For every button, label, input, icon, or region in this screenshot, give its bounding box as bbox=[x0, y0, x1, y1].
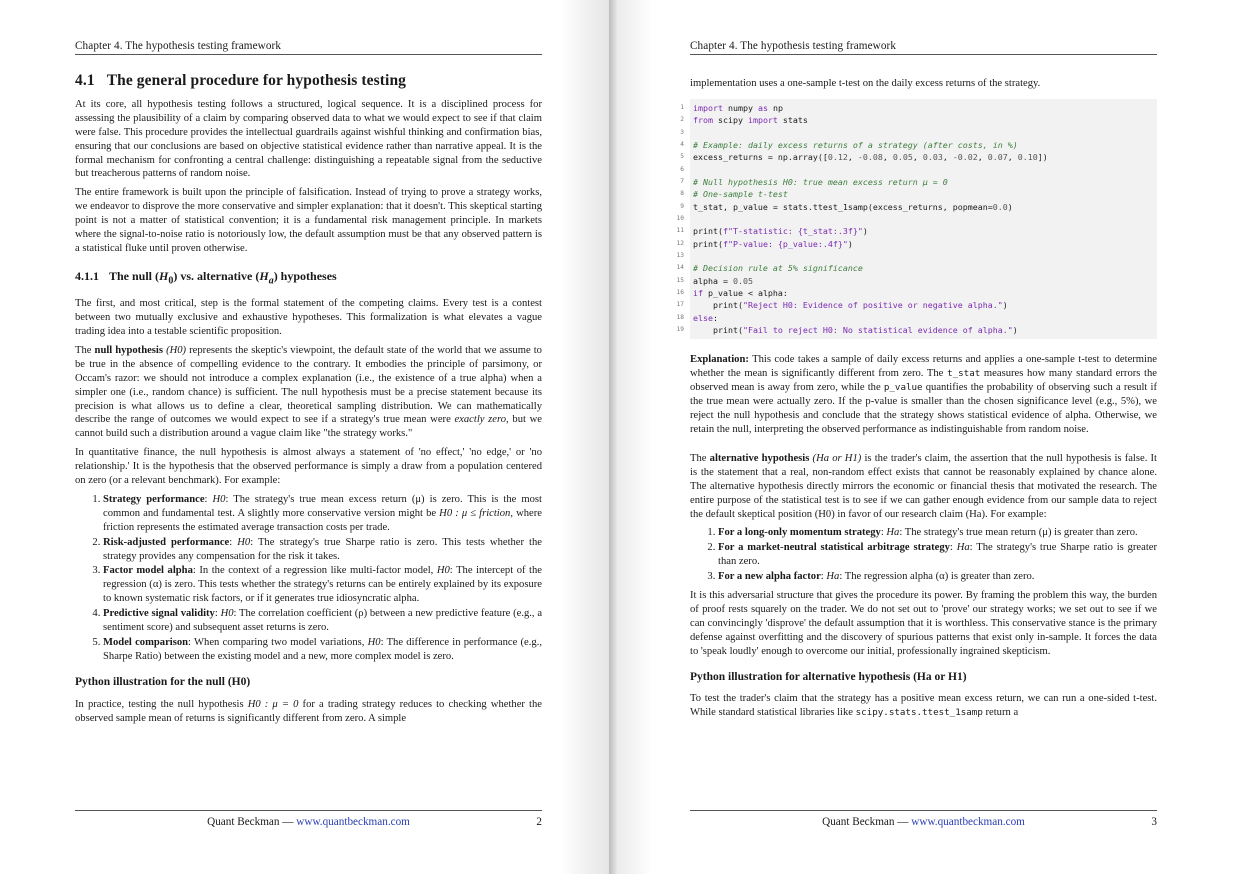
list-item: 1. Strategy performance: H0: The strategy's true mean excess return (μ) is zero. This is the most common and fundamental test. A slightly more conservative version might be H0 : μ ≤ friction, where friction represents the estimated average transaction costs per trade. bbox=[103, 493, 542, 535]
python-illustration-heading: Python illustration for the null (H0) bbox=[75, 675, 251, 688]
code-text: # One-sample t-test bbox=[693, 189, 788, 200]
code-text: from scipy import stats bbox=[693, 115, 808, 126]
section-number: 4.1 bbox=[75, 72, 95, 89]
code-line bbox=[680, 188, 1157, 200]
page-footer bbox=[75, 810, 542, 828]
alternative-hypothesis-examples-list bbox=[690, 526, 1157, 584]
code-line bbox=[676, 250, 1157, 262]
code-line bbox=[676, 299, 1157, 311]
list-item: 4. Predictive signal validity: H0: The correlation coefficient (ρ) between a new predictive feature (e.g., a sentiment score) and subsequent asset returns is zero. bbox=[103, 607, 542, 635]
line-number: 11 bbox=[676, 227, 684, 235]
code-text: alpha = 0.05 bbox=[693, 275, 753, 286]
section-heading bbox=[75, 74, 542, 88]
code-line bbox=[676, 287, 1157, 299]
code-line bbox=[676, 213, 1157, 225]
subsection-number: 4.1.1 bbox=[75, 268, 99, 283]
code-text: print(f"T-statistic: {t_stat:.3f}") bbox=[693, 226, 868, 237]
list-item: 1. For a long-only momentum strategy: Ha: The strategy's true mean return (μ) is greater than zero. bbox=[718, 526, 1157, 540]
line-number: 12 bbox=[676, 239, 684, 247]
list-item: 2. For a market-neutral statistical arbitrage strategy: Ha: The strategy's true Sharpe ratio is greater than zero. bbox=[718, 541, 1157, 569]
code-text: import numpy as np bbox=[693, 102, 783, 113]
code-line bbox=[680, 139, 1157, 151]
python-illustration-heading: Python illustration for alternative hypothesis (Ha or H1) bbox=[690, 670, 967, 683]
code-text: t_stat, p_value = stats.ttest_1samp(excess_returns, popmean=0.0) bbox=[693, 201, 1013, 212]
line-number: 3 bbox=[680, 128, 684, 136]
code-text: if p_value < alpha: bbox=[693, 288, 788, 299]
paragraph: The entire framework is built upon the principle of falsification. Instead of trying to prove a strategy works, we endeavor to disprove the more conservative and simpler explanation: that it doesn't. This skeptical starting point is not a matter of statistical convention; it is a fundamental risk management principle. In markets where the signal-to-noise ratio is notoriously low, the default assumption must be that any observed pattern is a statistical fluke until proven otherwise. bbox=[75, 187, 542, 254]
explanation-paragraph: Explanation: This code takes a sample of daily excess returns and applies a one-sample t-test to determine whether the mean is significantly different from zero. The t_stat measures how many standard errors the observed mean is away from zero, while the p_value quantifies the probability of observing such a result if the true mean were actually zero. If the p-value is smaller than the chosen significance level (e.g., 5%), we reject the null hypothesis and conclude that the strategy shows statistical evidence of alpha. Otherwise, we retain the null, interpreting the observed performance as indistinguishable from random noise. bbox=[690, 354, 1158, 435]
code-text: # Null hypothesis H0: true mean excess return μ = 0 bbox=[693, 176, 948, 187]
code-text: # Example: daily excess returns of a strategy (after costs, in %) bbox=[693, 139, 1018, 150]
code-line bbox=[676, 324, 1157, 336]
subsection-heading: 4.1.1 The null $(H_0)$ vs. alternative $(H_a)$ hypotheses bbox=[75, 268, 337, 287]
book-spine bbox=[609, 0, 617, 874]
footer-link[interactable]: www.quantbeckman.com bbox=[911, 816, 1025, 828]
page-number: 2 bbox=[536, 816, 542, 828]
paragraph: In quantitative finance, the null hypothesis is almost always a statement of 'no effect,' 'no edge,' or 'no relationship.' It is the hypothesis that the observed performance is simply a draw from a population centered on zero (or a relevant benchmark). For example: bbox=[75, 447, 542, 487]
code-line bbox=[680, 102, 1157, 114]
line-number: 16 bbox=[676, 289, 684, 297]
code-line bbox=[676, 275, 1157, 287]
book-gutter-shadow bbox=[617, 0, 653, 874]
code-line bbox=[676, 312, 1157, 324]
code-line bbox=[680, 201, 1157, 213]
paragraph: To test the trader's claim that the strategy has a positive mean excess return, we can run a one-sided t-test. While standard statistical libraries like scipy.stats.ttest_1samp return a bbox=[690, 693, 1157, 719]
code-line bbox=[676, 238, 1157, 250]
footer-link[interactable]: www.quantbeckman.com bbox=[296, 816, 410, 828]
code-line bbox=[680, 127, 1157, 139]
code-line bbox=[676, 225, 1157, 237]
line-number: 14 bbox=[676, 264, 684, 272]
line-number: 5 bbox=[680, 153, 684, 161]
code-line bbox=[676, 262, 1157, 274]
code-text: print("Reject H0: Evidence of positive or negative alpha.") bbox=[693, 300, 1008, 311]
section-title: The general procedure for hypothesis testing bbox=[106, 72, 407, 89]
running-header: Chapter 4. The hypothesis testing framework bbox=[690, 40, 1157, 55]
book-gutter-shadow bbox=[560, 0, 609, 874]
list-item: 2. Risk-adjusted performance: H0: The strategy's true Sharpe ratio is zero. This tests whether the strategy provides any compensation for the risk it takes. bbox=[103, 536, 542, 564]
code-line bbox=[680, 114, 1157, 126]
page-number: 3 bbox=[1151, 816, 1157, 828]
line-number: 10 bbox=[676, 215, 684, 222]
code-line bbox=[680, 164, 1157, 176]
line-number: 6 bbox=[680, 165, 684, 173]
list-item: 5. Model comparison: When comparing two model variations, H0: The difference in performance (e.g., Sharpe Ratio) between the existing model and a new, more complex model is zero. bbox=[103, 636, 542, 664]
paragraph: implementation uses a one-sample t-test on the daily excess returns of the strategy. bbox=[690, 78, 1041, 89]
null-hypothesis-examples-list bbox=[75, 493, 542, 664]
line-number: 17 bbox=[676, 301, 684, 309]
line-number: 13 bbox=[676, 252, 684, 260]
paragraph: In practice, testing the null hypothesis H0 : μ = 0 for a trading strategy reduces to checking whether the observed sample mean of returns is significantly different from zero. A simple bbox=[75, 698, 542, 724]
page-footer bbox=[690, 810, 1157, 828]
line-number: 18 bbox=[676, 313, 684, 321]
right-page bbox=[617, 0, 1233, 874]
running-header: Chapter 4. The hypothesis testing framework bbox=[75, 40, 542, 55]
line-number: 19 bbox=[676, 326, 684, 334]
right-page-content bbox=[676, 77, 1158, 725]
list-item: 3. Factor model alpha: In the context of a regression like multi-factor model, H0: The intercept of the regression (α) is zero. This tests whether the strategy's returns can be entirely explained by its exposure to known systematic risk factors, or if it generates true idiosyncratic alpha. bbox=[103, 564, 542, 606]
paragraph: At its core, all hypothesis testing follows a structured, logical sequence. It is a disciplined process for assessing the plausibility of a claim by comparing observed data to what we would expect to see if that claim were false. This procedure provides the intellectual guardrails against wishful thinking and confirmation bias, ensuring that our conclusions are based on objective statistical evidence rather than narrative appeal. It is the formal mechanism for confronting a central challenge: distinguishing a repeatable signal from the seductive but treacherous patterns of random noise. bbox=[75, 98, 542, 180]
line-number: 7 bbox=[680, 177, 684, 185]
code-text: # Decision rule at 5% significance bbox=[693, 263, 863, 274]
line-number: 8 bbox=[680, 190, 684, 198]
left-page bbox=[0, 0, 609, 874]
footer-author: Quant Beckman — bbox=[207, 816, 297, 828]
code-text: print("Fail to reject H0: No statistical evidence of alpha.") bbox=[693, 325, 1018, 336]
paragraph: The alternative hypothesis (Ha or H1) is the trader's claim, the assertion that the null hypothesis is false. It is the statement that a real, non-random effect exists that cannot be reasonably explained by chance alone. The alternative hypothesis directly mirrors the economic or financial thesis that motivated the research. The entire purpose of the statistical test is to see if we can gather enough evidence from our sample data to reject the default skeptical position (H0) in favor of our research claim (Ha). For example: bbox=[690, 452, 1157, 520]
code-text: else: bbox=[693, 312, 718, 323]
line-number: 9 bbox=[680, 202, 684, 210]
line-number: 2 bbox=[680, 116, 684, 124]
footer-author: Quant Beckman — bbox=[822, 816, 912, 828]
paragraph: It is this adversarial structure that gives the procedure its power. By framing the problem this way, the burden of proof rests squarely on the trader. We do not set out to 'prove' our strategy works; we set out to see if we can convincingly 'disprove' the default assumption that it is worthless. This conservative stance is the primary defense against overfitting and the discovery of spurious patterns that exist only in-sample. It forces the data to 'speak loudly' enough to overcome our initial, professionally ingrained skepticism. bbox=[690, 590, 1157, 657]
code-listing bbox=[676, 99, 1157, 340]
line-number: 4 bbox=[680, 140, 684, 148]
paragraph: The null hypothesis (H0) represents the skeptic's viewpoint, the default state of the world that we assume to be true in the absence of compelling evidence to the contrary. It embodies the principle of parsimony, or Occam's razor: we should not introduce a complex explanation (i.e., the existence of a true alpha) when a simpler one (i.e., random chance) is sufficient. The null hypothesis must be a precise statement because its precision is what allows us to define a clear, theoretical sampling distribution. We can mathematically describe the range of outcomes we would expect to see if a strategy's true mean were exactly zero, but we cannot build such a distribution around a vague claim like "the strategy works." bbox=[75, 344, 542, 440]
paragraph: The first, and most critical, step is the formal statement of the competing claims. Every test is a contest between two mutually exclusive and exhaustive hypotheses. This formalization is what elevates a vague trading idea into a testable scientific proposition. bbox=[75, 298, 542, 337]
code-text: excess_returns = np.array([0.12, -0.08, 0.05, 0.03, -0.02, 0.07, 0.10]) bbox=[693, 152, 1048, 163]
code-line bbox=[680, 151, 1157, 163]
line-number: 15 bbox=[676, 276, 684, 284]
code-text: print(f"P-value: {p_value:.4f}") bbox=[693, 238, 853, 249]
left-page-content bbox=[75, 74, 542, 731]
line-number: 1 bbox=[680, 103, 684, 111]
code-line bbox=[680, 176, 1157, 188]
list-item: 3. For a new alpha factor: Ha: The regression alpha (α) is greater than zero. bbox=[718, 570, 1157, 584]
